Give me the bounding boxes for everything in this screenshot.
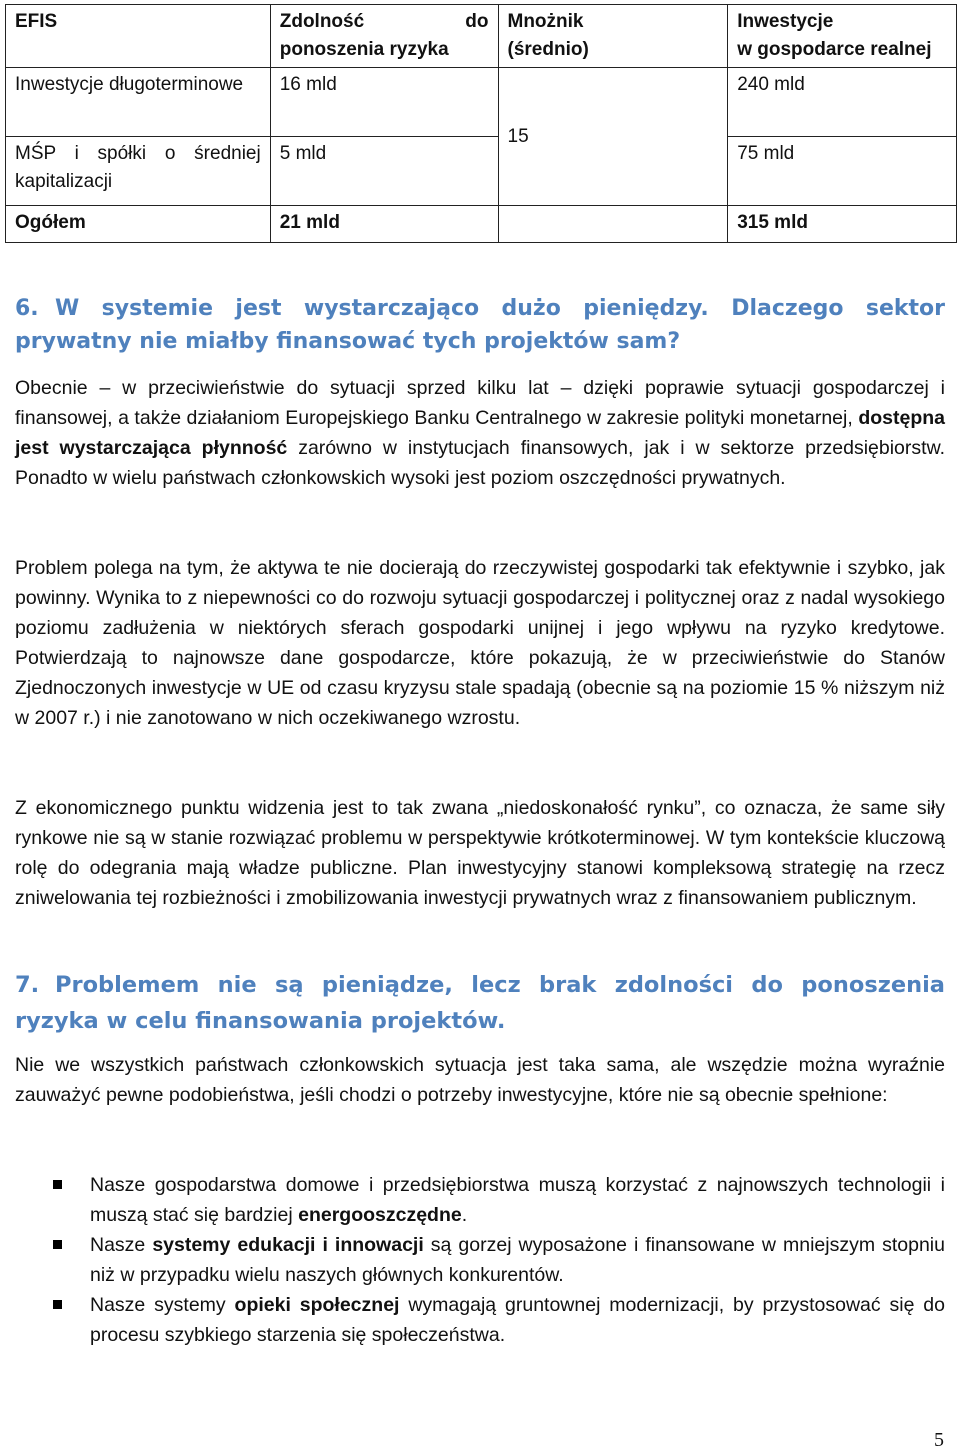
bullet-square-icon <box>53 1240 62 1249</box>
total-capacity: 21 mld <box>270 206 498 243</box>
row-investment: 240 mld <box>728 68 957 137</box>
bullet-square-icon <box>53 1300 62 1309</box>
total-investment: 315 mld <box>728 206 957 243</box>
header-capacity: Zdolność do ponoszenia ryzyka <box>270 5 498 68</box>
total-label: Ogółem <box>6 206 271 243</box>
list-item: Nasze gospodarstwa domowe i przedsiębiorstwa muszą korzystać z najnowszych technologii i muszą stać się bardziej energooszczędne. <box>15 1170 945 1230</box>
table-total-row <box>6 206 957 243</box>
section-6-heading: 6. W systemie jest wystarczająco dużo pieniędzy. Dlaczego sektor prywatny nie miałby finansować tych projektów sam? <box>15 296 945 354</box>
row-investment: 75 mld <box>728 137 957 206</box>
page-number: 5 <box>934 1429 944 1451</box>
efis-table <box>5 4 957 243</box>
table-header-row <box>6 5 957 68</box>
table-row <box>6 68 957 137</box>
section-6-paragraph-1: Obecnie – w przeciwieństwie do sytuacji sprzed kilku lat – dzięki poprawie sytuacji gospodarczej i finansowej, a także działaniom Europejskiego Banku Centralnego w zakresie polityki monetarnej, dostępna jest wystarczająca płynność zarówno w instytucjach finansowych, jak i w sektorze przedsiębiorstw. Ponadto w wielu państwach członkowskich wysoki jest poziom oszczędności prywatnych. <box>15 377 945 489</box>
needs-list <box>15 1170 945 1350</box>
bullet-square-icon <box>53 1180 62 1189</box>
section-7-heading: 7. Problemem nie są pieniądze, lecz brak zdolności do ponoszenia ryzyka w celu finansowania projektów. <box>15 972 945 1034</box>
row-label: MŚP i spółki o średniej kapitalizacji <box>6 137 271 206</box>
section-6-paragraph-3: Z ekonomicznego punktu widzenia jest to tak zwana „niedoskonałość rynku”, co oznacza, że same siły rynkowe nie są w stanie rozwiązać problemu w perspektywie krótkoterminowej. W tym kontekście kluczową rolę do odegrania mają władze publiczne. Plan inwestycyjny stanowi kompleksową strategię na rzecz zniwelowania tej rozbieżności i zmobilizowania inwestycji prywatnych wraz z finansowaniem publicznym. <box>15 797 945 909</box>
row-label: Inwestycje długoterminowe <box>6 68 271 137</box>
row-capacity: 16 mld <box>270 68 498 137</box>
section-7-intro: Nie we wszystkich państwach członkowskich sytuacja jest taka sama, ale wszędzie można wyraźnie zauważyć pewne podobieństwa, jeśli chodzi o potrzeby inwestycyjne, które nie są obecnie spełnione: <box>15 1054 945 1106</box>
row-capacity: 5 mld <box>270 137 498 206</box>
section-6-paragraph-2: Problem polega na tym, że aktywa te nie docierają do rzeczywistej gospodarki tak efektywnie i szybko, jak powinny. Wynika to z niepewności co do rozwoju sytuacji gospodarczej i politycznej oraz z nadal wysokiego poziomu zadłużenia w niektórych sferach gospodarki unijnej i jego wpływu na ryzyko kredytowe. Potwierdzają to najnowsze dane gospodarcze, które pokazują, że w przeciwieństwie do Stanów Zjednoczonych inwestycje w UE od czasu kryzysu stale spadają (obecnie są na poziomie 15 % niższym niż w 2007 r.) i nie zanotowano w nich oczekiwanego wzrostu. <box>15 557 945 729</box>
header-investment: Inwestycje w gospodarce realnej <box>728 5 957 68</box>
header-multiplier: Mnożnik (średnio) <box>498 5 728 68</box>
table-row <box>6 137 957 206</box>
total-multiplier-empty <box>498 206 728 243</box>
header-efis: EFIS <box>6 5 271 68</box>
list-item: Nasze systemy opieki społecznej wymagają gruntownej modernizacji, by przystosować się do procesu szybkiego starzenia się społeczeństwa. <box>15 1290 945 1350</box>
list-item: Nasze systemy edukacji i innowacji są gorzej wyposażone i finansowane w mniejszym stopniu niż w przypadku wielu naszych głównych konkurentów. <box>15 1230 945 1290</box>
multiplier-cell: 15 <box>498 68 728 206</box>
